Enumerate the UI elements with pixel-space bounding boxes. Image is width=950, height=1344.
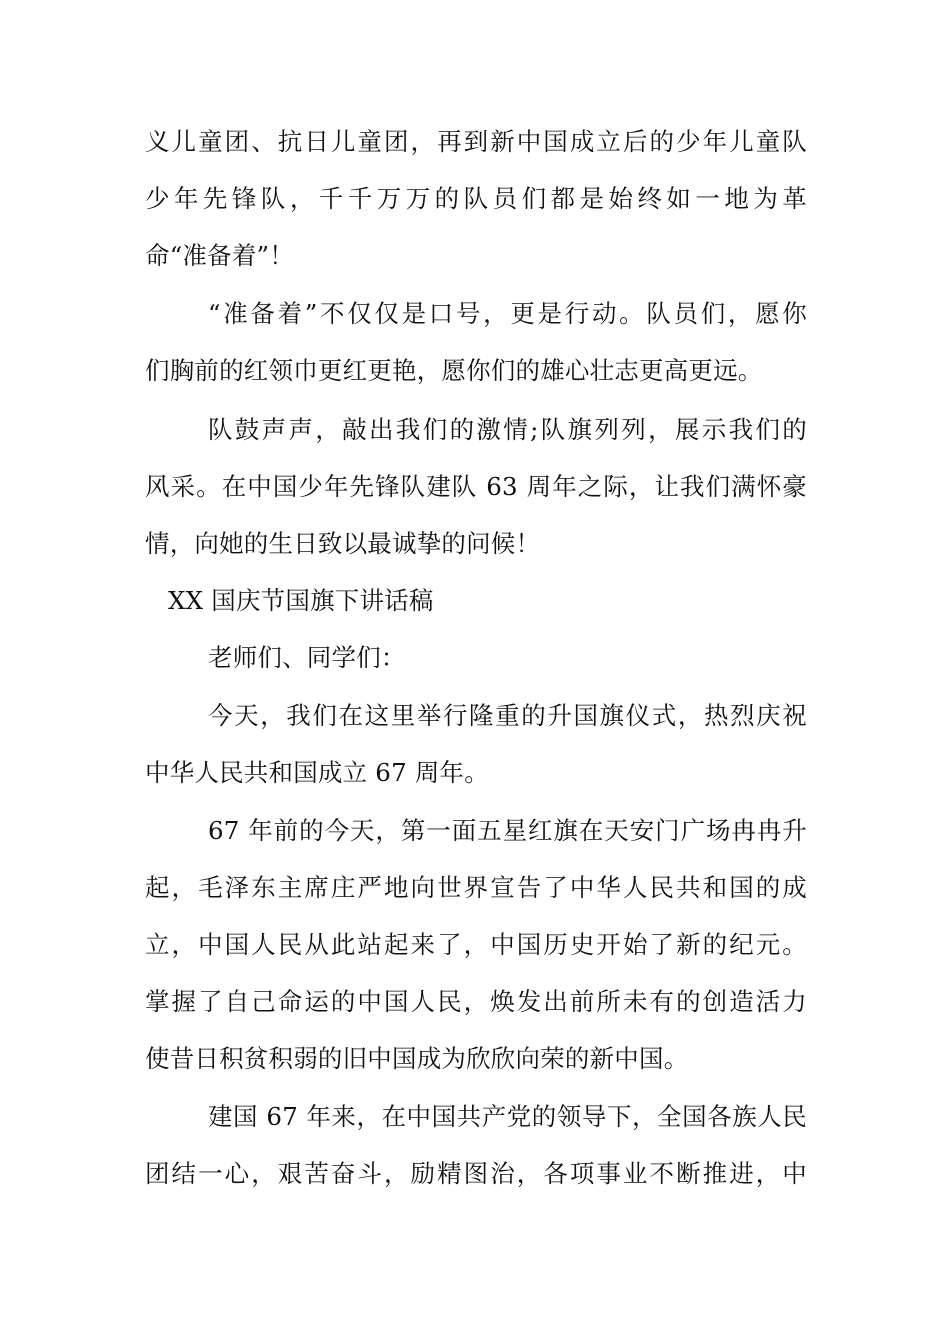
- paragraph-line: 起，毛泽东主席庄严地向世界宣告了中华人民共和国的成: [145, 873, 807, 902]
- paragraph-line: 队鼓声声，敲出我们的激情;队旗列列，展示我们的: [208, 415, 807, 444]
- paragraph-line: 建国 67 年来，在中国共产党的领导下，全国各族人民: [208, 1102, 807, 1131]
- paragraph-line: 掌握了自己命运的中国人民，焕发出前所未有的创造活力: [145, 987, 807, 1016]
- section-title: XX 国庆节国旗下讲话稿: [168, 586, 434, 615]
- paragraph-line: 们胸前的红领巾更红更艳，愿你们的雄心壮志更高更远。: [145, 356, 763, 385]
- salutation: 老师们、同学们：: [208, 643, 406, 672]
- paragraph-line: 团结一心，艰苦奋斗，励精图治，各项事业不断推进，中: [145, 1159, 807, 1188]
- paragraph-line: 中华人民共和国成立 67 周年。: [145, 758, 489, 787]
- paragraph-line: 命“准备着”！: [145, 241, 294, 270]
- paragraph-line: “准备着”不仅仅是口号，更是行动。队员们，愿你: [208, 299, 807, 328]
- paragraph-line: 67 年前的今天，第一面五星红旗在天安门广场冉冉升: [208, 816, 807, 845]
- paragraph-line: 情，向她的生日致以最诚挚的问候！: [145, 529, 541, 558]
- paragraph-line: 使昔日积贫积弱的旧中国成为欣欣向荣的新中国。: [145, 1044, 689, 1073]
- paragraph-line: 风采。在中国少年先锋队建队 63 周年之际，让我们满怀豪: [145, 472, 807, 501]
- paragraph-line: 义儿童团、抗日儿童团，再到新中国成立后的少年儿童队: [145, 127, 807, 156]
- paragraph-line: 少年先锋队，千千万万的队员们都是始终如一地为革: [145, 184, 807, 213]
- paragraph-line: 今天，我们在这里举行隆重的升国旗仪式，热烈庆祝: [208, 701, 807, 730]
- paragraph-line: 立，中国人民从此站起来了，中国历史开始了新的纪元。: [145, 930, 807, 959]
